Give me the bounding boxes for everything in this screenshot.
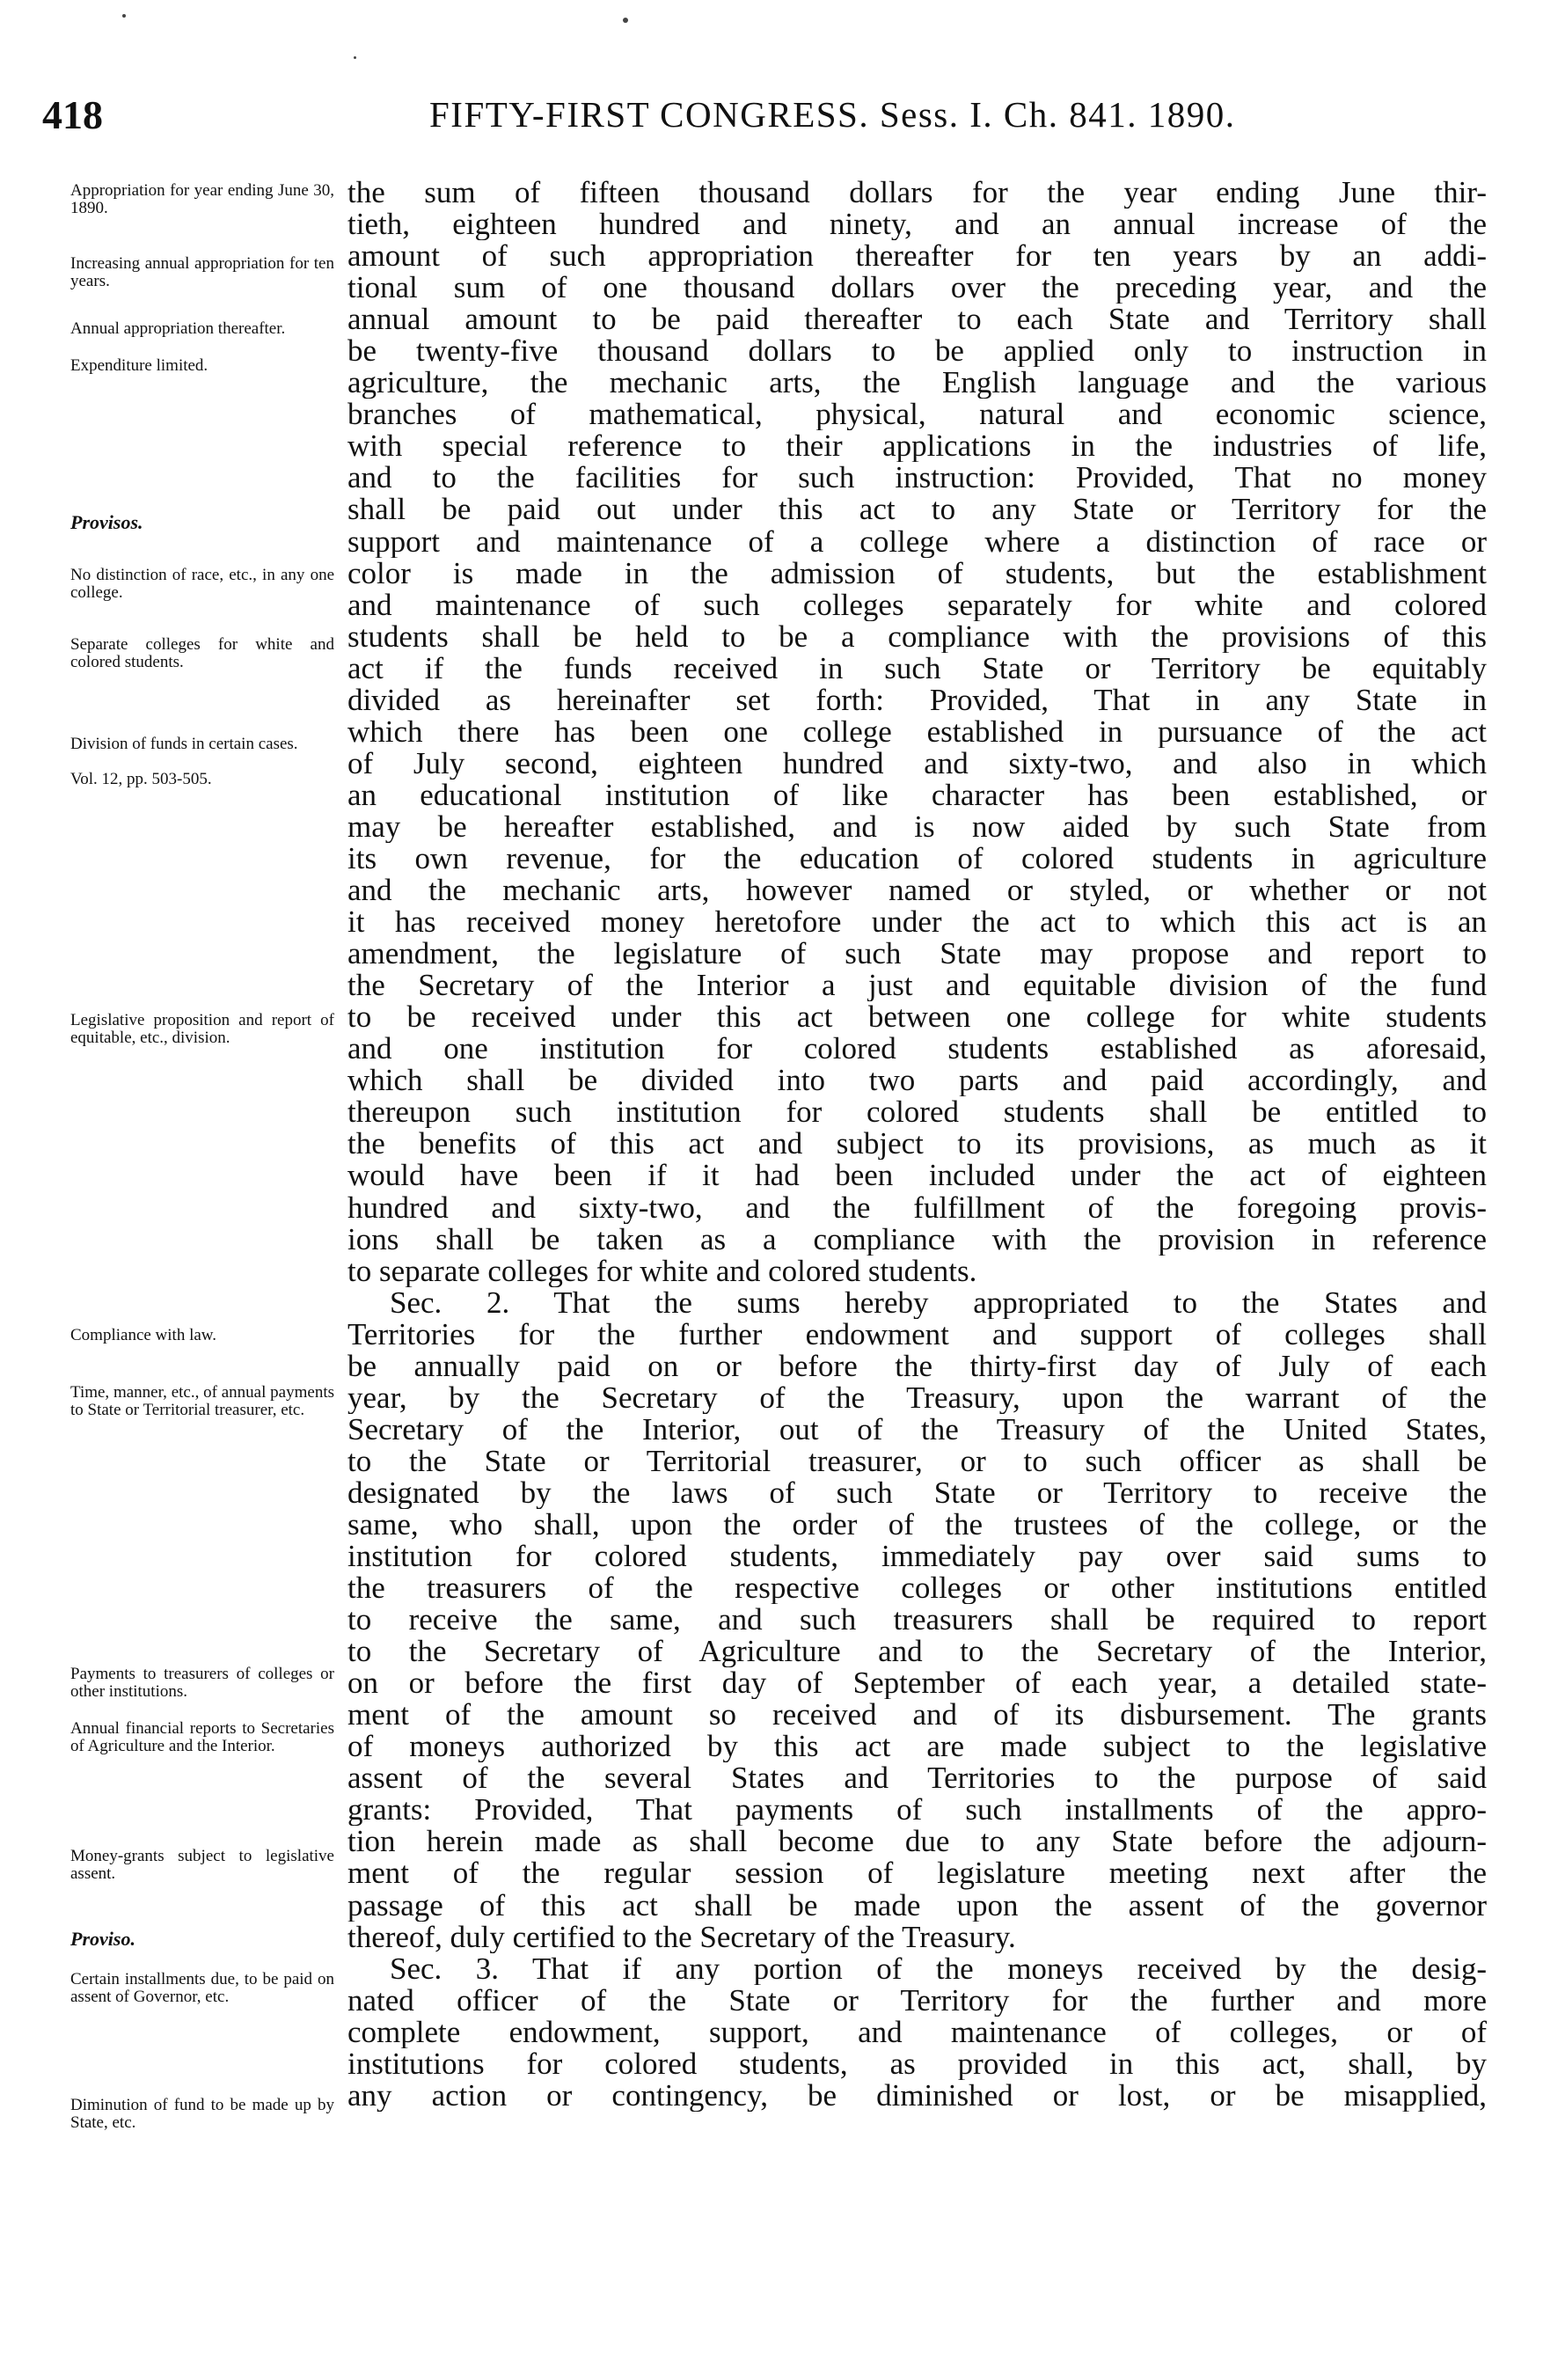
margin-note: Division of funds in certain cases. bbox=[70, 735, 298, 753]
text-line: institution for colored students, immediately pay over said sums to bbox=[347, 1541, 1487, 1573]
text-line: nated officer of the State or Territory for the further and more bbox=[347, 1984, 1487, 2017]
text-line: Sec. 2. That the sums hereby appropriated to the States and bbox=[390, 1286, 1487, 1319]
margin-note: Provisos. bbox=[70, 511, 143, 533]
text-line: and one institution for colored students established as aforesaid, bbox=[347, 1033, 1487, 1066]
margin-note: Increasing annual appropriation for ten years. bbox=[70, 254, 334, 290]
text-line: agriculture, the mechanic arts, the English language and the various bbox=[347, 367, 1487, 399]
text-line: any action or contingency, be diminished or lost, or be misapplied, bbox=[347, 2079, 1487, 2112]
text-line: same, who shall, upon the order of the trustees of the college, or the bbox=[347, 1508, 1487, 1542]
text-line: would have been if it had been included under the act of eighteen bbox=[347, 1160, 1487, 1192]
text-line: to be received under this act between one college for white students bbox=[347, 1001, 1487, 1034]
text-line: branches of mathematical, physical, natural and economic science, bbox=[347, 399, 1487, 431]
text-line: complete endowment, support, and maintenance of colleges, or of bbox=[347, 2016, 1487, 2048]
text-line: designated by the laws of such State or Territory to receive the bbox=[347, 1476, 1487, 1509]
text-line: and to the facilities for such instruction: Provided, That no money bbox=[347, 462, 1487, 494]
text-line: year, by the Secretary of the Treasury, upon the warrant of the bbox=[347, 1381, 1487, 1414]
margin-note: Certain installments due, to be paid on assent of Governor, etc. bbox=[70, 1970, 334, 2006]
text-line: passage of this act shall be made upon the assent of the governor bbox=[347, 1889, 1487, 1922]
margin-note: Diminution of fund to be made up by State, etc. bbox=[70, 2096, 334, 2132]
text-line: which there has been one college established in pursuance of the act bbox=[347, 715, 1487, 748]
margin-note: Money-grants subject to legislative assent. bbox=[70, 1847, 334, 1883]
text-line: institutions for colored students, as provided in this act, shall, by bbox=[347, 2047, 1487, 2080]
text-line: the Secretary of the Interior a just and equitable division of the fund bbox=[347, 970, 1487, 1002]
margin-note: Legislative proposition and report of equitable, etc., division. bbox=[70, 1011, 334, 1047]
text-line: annual amount to be paid thereafter to each State and Territory shall bbox=[347, 304, 1487, 336]
text-line: of moneys authorized by this act are made subject to the legislative bbox=[347, 1731, 1487, 1763]
text-line: Sec. 3. That if any portion of the moneys received by the desig- bbox=[390, 1952, 1487, 1985]
text-line: and the mechanic arts, however named or styled, or whether or not bbox=[347, 875, 1487, 907]
text-line: grants: Provided, That payments of such installments of the appro- bbox=[347, 1794, 1487, 1827]
text-line: students shall be held to be a compliance with the provisions of this bbox=[347, 620, 1487, 653]
running-title: FIFTY-FIRST CONGRESS. Sess. I. Ch. 841. 1890. bbox=[429, 94, 1236, 135]
running-header bbox=[42, 92, 1523, 135]
text-line: to receive the same, and such treasurers shall be required to report bbox=[347, 1604, 1487, 1637]
text-line: tieth, eighteen hundred and ninety, and an annual increase of the bbox=[347, 209, 1487, 241]
text-line: and maintenance of such colleges separately for white and colored bbox=[347, 589, 1487, 621]
scan-speck bbox=[354, 56, 356, 59]
statute-body-text bbox=[347, 177, 1487, 2112]
text-line: color is made in the admission of students, but the establishment bbox=[347, 557, 1487, 590]
text-line: of July second, eighteen hundred and sixty-two, and also in which bbox=[347, 747, 1487, 780]
margin-note: Vol. 12, pp. 503-505. bbox=[70, 770, 212, 788]
text-line: support and maintenance of a college where a distinction of race or bbox=[347, 525, 1487, 558]
text-line: ment of the regular session of legislature meeting next after the bbox=[347, 1857, 1487, 1890]
text-line: ions shall be taken as a compliance with the provision in reference bbox=[347, 1223, 1487, 1256]
text-line: an educational institution of like character has been established, or bbox=[347, 779, 1487, 811]
page-number: 418 bbox=[42, 92, 103, 137]
text-line: may be hereafter established, and is now aided by such State from bbox=[347, 810, 1487, 843]
margin-note: Payments to treasurers of colleges or other institutions. bbox=[70, 1665, 334, 1701]
text-line: assent of the several States and Territories to the purpose of said bbox=[347, 1762, 1487, 1795]
text-line: the treasurers of the respective colleges or other institutions entitled bbox=[347, 1572, 1487, 1605]
text-line: to the State or Territorial treasurer, or to such officer as shall be bbox=[347, 1445, 1487, 1477]
text-line: tion herein made as shall become due to any State before the adjourn- bbox=[347, 1826, 1487, 1858]
text-line: Secretary of the Interior, out of the Treasury of the United States, bbox=[347, 1413, 1487, 1446]
margin-note: Compliance with law. bbox=[70, 1326, 217, 1344]
scan-speck bbox=[122, 14, 126, 18]
margin-note: No distinction of race, etc., in any one college. bbox=[70, 566, 334, 602]
text-line: amount of such appropriation thereafter for ten years by an addi- bbox=[347, 240, 1487, 273]
text-line: with special reference to their applications in the industries of life, bbox=[347, 430, 1487, 463]
scan-speck bbox=[623, 18, 628, 23]
text-line: shall be paid out under this act to any State or Territory for the bbox=[347, 494, 1487, 526]
text-line: its own revenue, for the education of colored students in agriculture bbox=[347, 842, 1487, 875]
text-line: to separate colleges for white and colored students. bbox=[347, 1255, 977, 1287]
margin-note: Expenditure limited. bbox=[70, 356, 208, 375]
margin-note: Appropriation for year ending June 30, 1890. bbox=[70, 181, 334, 217]
text-line: hundred and sixty-two, and the fulfillment of the foregoing provis- bbox=[347, 1191, 1487, 1224]
margin-note: Time, manner, etc., of annual payments to State or Territorial treasurer, etc. bbox=[70, 1383, 334, 1419]
text-line: it has received money heretofore under the act to which this act is an bbox=[347, 906, 1487, 939]
text-line: be twenty-five thousand dollars to be applied only to instruction in bbox=[347, 335, 1487, 368]
margin-note: Annual appropriation thereafter. bbox=[70, 319, 286, 338]
text-line: tional sum of one thousand dollars over the preceding year, and the bbox=[347, 272, 1487, 304]
text-line: the sum of fifteen thousand dollars for the year ending June thir- bbox=[347, 177, 1487, 209]
text-line: ment of the amount so received and of its disbursement. The grants bbox=[347, 1699, 1487, 1732]
text-line: on or before the first day of September of each year, a detailed state- bbox=[347, 1667, 1487, 1700]
text-line: amendment, the legislature of such State may propose and report to bbox=[347, 938, 1487, 970]
text-line: to the Secretary of Agriculture and to the Secretary of the Interior, bbox=[347, 1636, 1487, 1668]
text-line: the benefits of this act and subject to its provisions, as much as it bbox=[347, 1128, 1487, 1161]
text-line: act if the funds received in such State or Territory be equitably bbox=[347, 652, 1487, 685]
text-line: be annually paid on or before the thirty-first day of July of each bbox=[347, 1350, 1487, 1382]
text-line: thereof, duly certified to the Secretary of the Treasury. bbox=[347, 1921, 1016, 1953]
margin-note: Separate colleges for white and colored students. bbox=[70, 635, 334, 671]
text-line: thereupon such institution for colored students shall be entitled to bbox=[347, 1096, 1487, 1129]
text-line: Territories for the further endowment and support of colleges shall bbox=[347, 1318, 1487, 1351]
text-line: which shall be divided into two parts and paid accordingly, and bbox=[347, 1065, 1487, 1097]
text-line: divided as hereinafter set forth: Provided, That in any State in bbox=[347, 684, 1487, 716]
margin-note: Proviso. bbox=[70, 1928, 135, 1950]
margin-note: Annual financial reports to Secretaries of Agriculture and the Interior. bbox=[70, 1719, 334, 1755]
